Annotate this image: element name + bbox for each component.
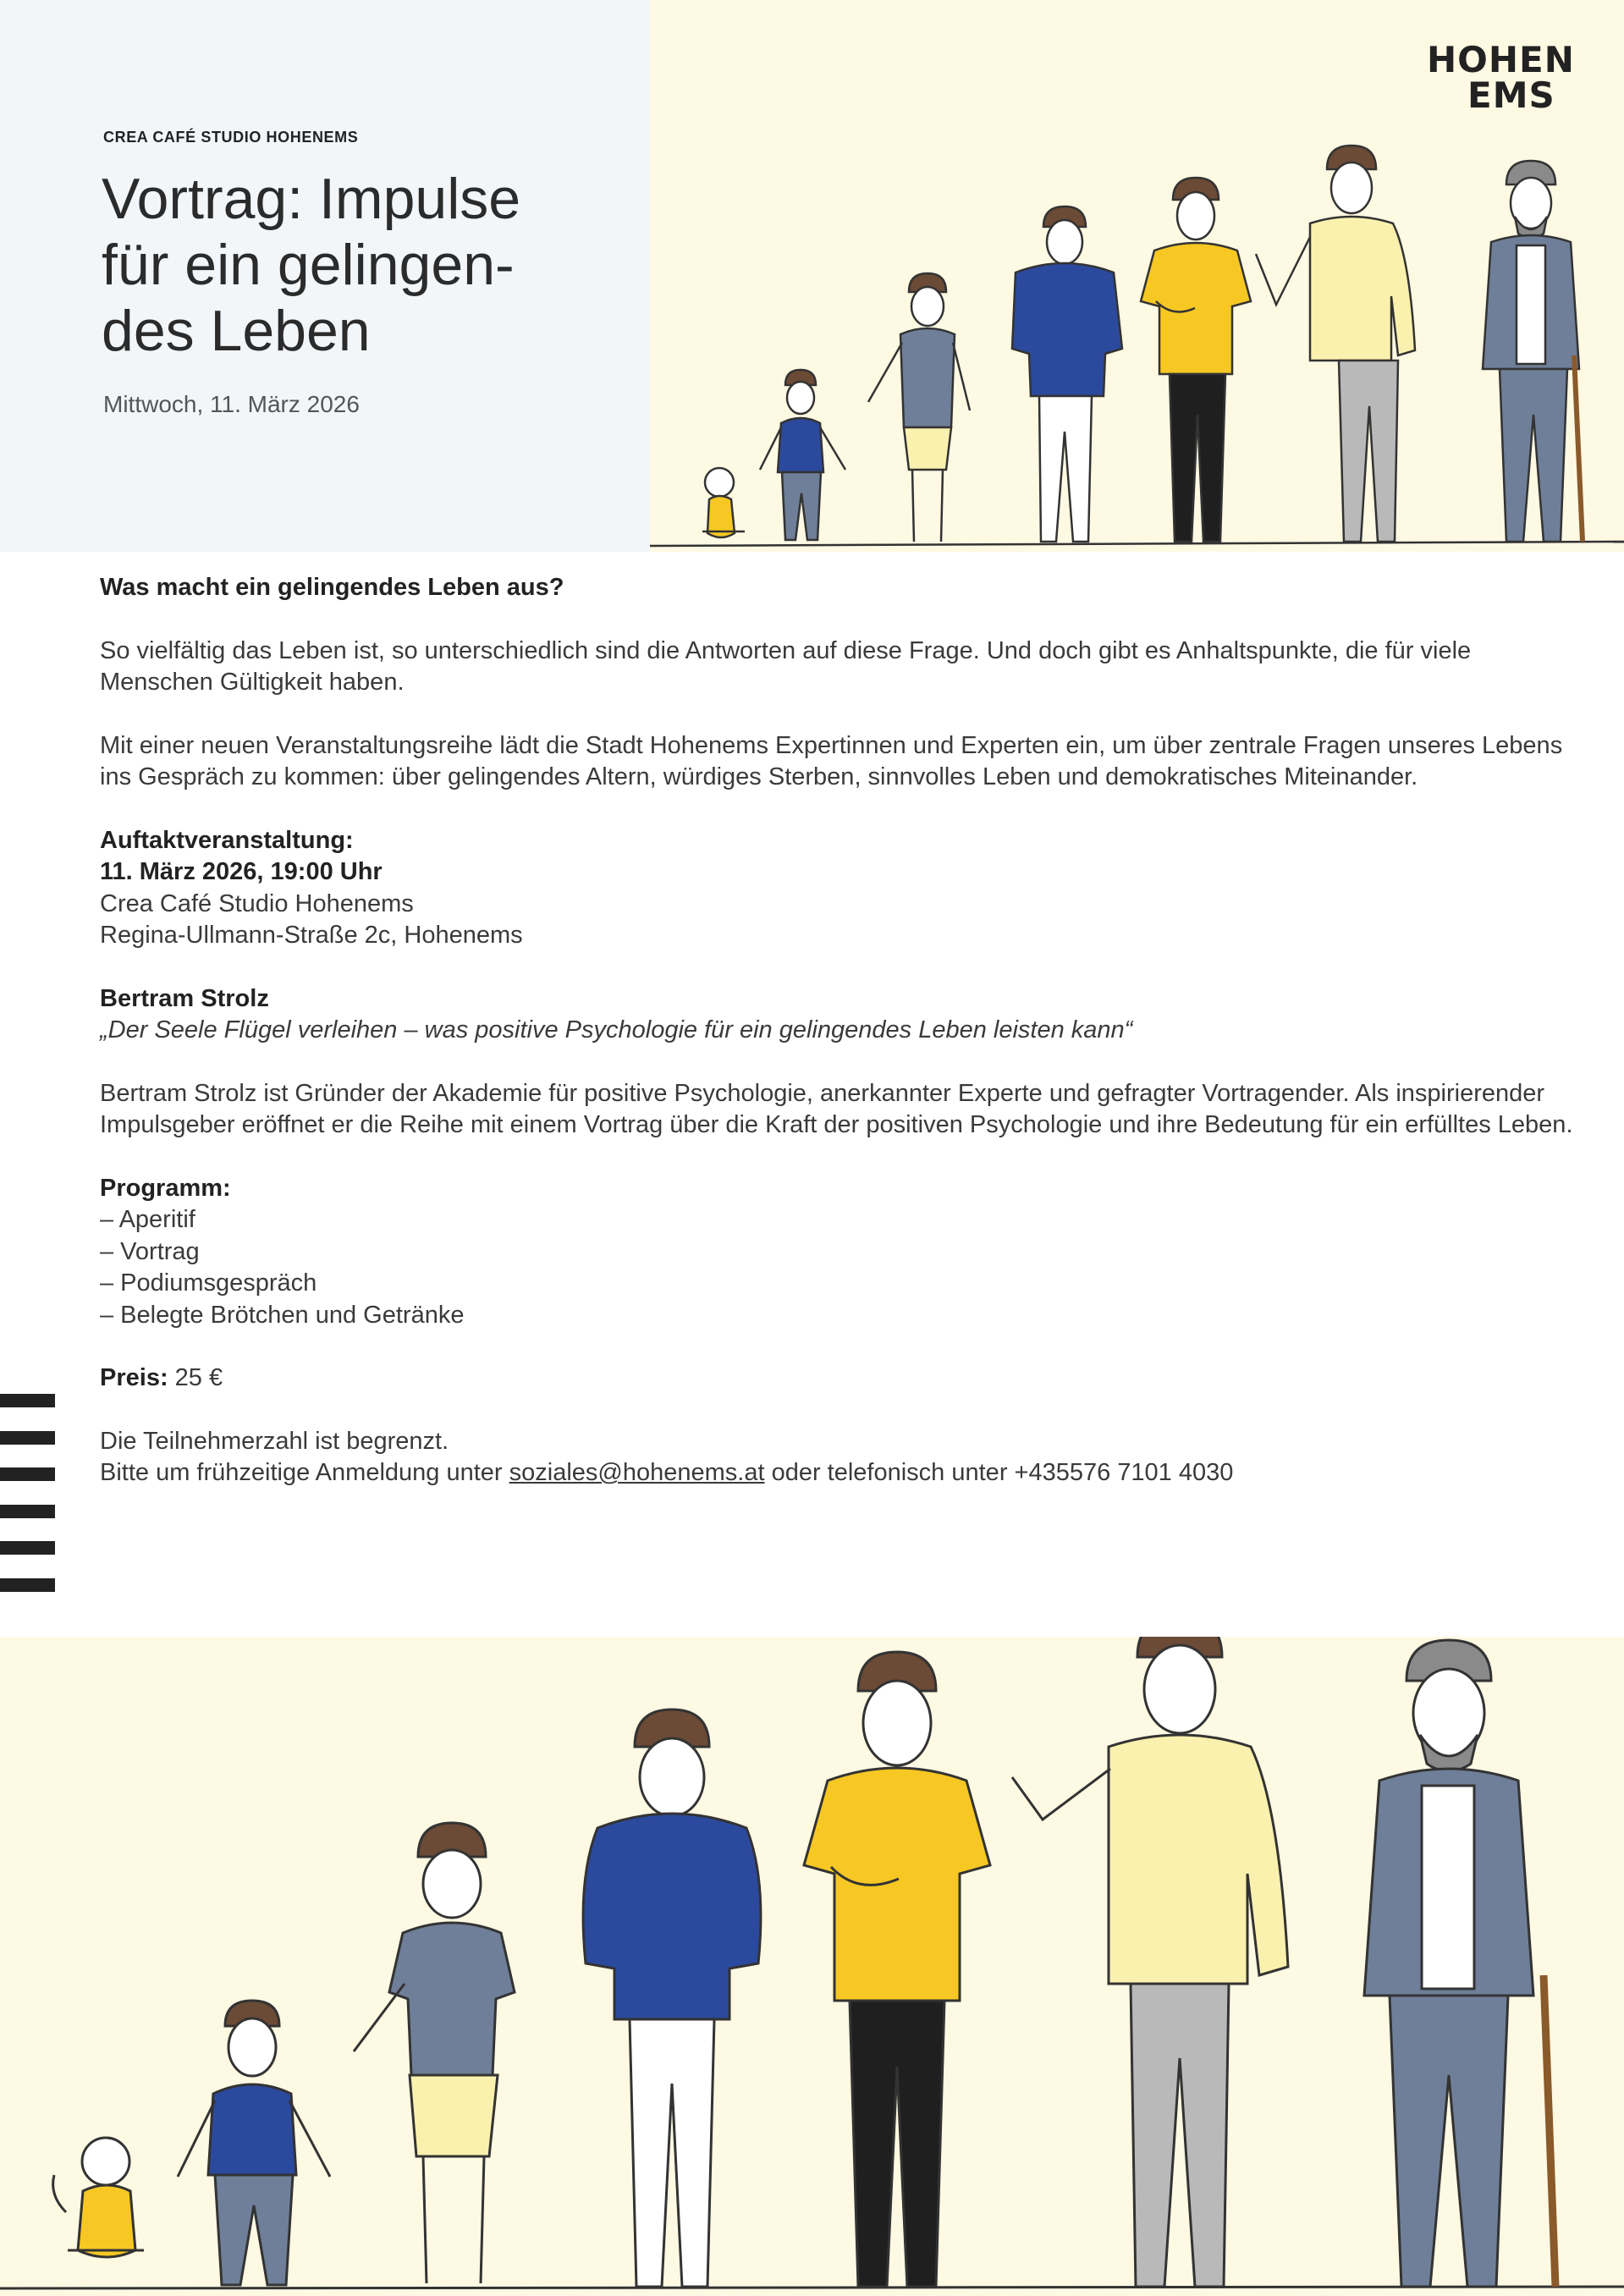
- logo-line-1: HOHEN: [1427, 39, 1575, 80]
- speaker-section: [100, 983, 1581, 1047]
- event-label: Auftaktveranstaltung:: [100, 826, 354, 854]
- figure-teen: [583, 1710, 761, 2287]
- figure-baby: [702, 468, 745, 537]
- logo-line-2: EMS: [1467, 74, 1555, 116]
- footer-illustration: [0, 1637, 1624, 2296]
- side-mark-bar: [0, 1578, 55, 1592]
- figure-adult: [1256, 146, 1415, 542]
- intro-question: Was macht ein gelingendes Leben aus?: [100, 574, 564, 601]
- price-line: [100, 1363, 1581, 1395]
- event-datetime: 11. März 2026, 19:00 Uhr: [100, 858, 383, 885]
- page-title: [102, 166, 575, 364]
- figure-toddler: [178, 2001, 330, 2285]
- event-venue: Crea Café Studio Hohenems: [100, 889, 414, 917]
- figure-toddler: [760, 370, 845, 540]
- title-line: des Leben: [102, 299, 371, 363]
- registration-prefix: Bitte um frühzeitige Anmeldung unter: [100, 1459, 509, 1486]
- registration-suffix: oder telefonisch unter +435576 7101 4030: [764, 1459, 1234, 1486]
- figure-child: [354, 1823, 515, 2283]
- figure-young-adult: [1141, 178, 1251, 542]
- capacity-note: Die Teilnehmerzahl ist begrenzt.: [100, 1427, 449, 1455]
- figure-elder: [1483, 161, 1583, 542]
- program-label: Programm:: [100, 1174, 231, 1202]
- side-mark-bar: [0, 1394, 55, 1407]
- side-mark-bar: [0, 1467, 55, 1481]
- event-date: Mittwoch, 11. März 2026: [103, 391, 360, 417]
- intro-paragraph: So vielfältig das Leben ist, so unterschiedlich sind die Antworten auf diese Frage. Und doch gibt es Anhaltspunkte, die für viele Menschen Gültigkeit haben.: [100, 636, 1472, 696]
- program-item: – Podiumsgespräch: [100, 1269, 317, 1297]
- program-item: – Vortrag: [100, 1237, 200, 1265]
- side-marks: [0, 1394, 55, 1615]
- event-details: [100, 825, 1581, 952]
- ground-line: [0, 2287, 1624, 2288]
- talk-title: „Der Seele Flügel verleihen – was positive Psychologie für ein gelingendes Leben leisten kann“: [100, 1016, 1133, 1043]
- figure-adult: [1012, 1637, 1288, 2287]
- side-mark-bar: [0, 1541, 55, 1555]
- registration-line: [100, 1457, 1581, 1489]
- program-item: – Aperitif: [100, 1206, 195, 1233]
- program-item: – Belegte Brötchen und Getränke: [100, 1301, 465, 1329]
- price-value: 25 €: [168, 1364, 223, 1391]
- figure-child: [868, 273, 970, 542]
- price-label: Preis:: [100, 1364, 168, 1391]
- figure-baby: [53, 2138, 144, 2257]
- side-mark-bar: [0, 1505, 55, 1518]
- main-content: [100, 572, 1581, 1521]
- figure-elder: [1364, 1640, 1555, 2287]
- program-section: [100, 1173, 1581, 1332]
- figure-teen: [1012, 206, 1122, 542]
- title-line: Vortrag: Impulse: [102, 167, 521, 231]
- speaker-name: Bertram Strolz: [100, 984, 269, 1012]
- series-paragraph: Mit einer neuen Veranstaltungsreihe lädt die Stadt Hohenems Expertinnen und Experten ein, um über zentrale Fragen unseres Lebens ins Gespräch zu kommen: über gelingendes Altern, würdiges Sterben, sinnvolles Leben und demokratisches Miteinander.: [100, 731, 1563, 790]
- ground-line: [650, 542, 1624, 546]
- venue-eyebrow: CREA CAFÉ STUDIO HOHENEMS: [103, 129, 359, 146]
- registration-section: [100, 1426, 1581, 1489]
- event-address: Regina-Ullmann-Straße 2c, Hohenems: [100, 922, 523, 949]
- life-stages-illustration-large: [0, 1637, 1624, 2296]
- registration-email-link[interactable]: soziales@hohenems.at: [509, 1459, 765, 1486]
- side-mark-bar: [0, 1431, 55, 1445]
- title-line: für ein gelingen-: [102, 233, 515, 297]
- hohenems-logo: [1427, 39, 1575, 116]
- figure-young-adult: [804, 1652, 990, 2287]
- header-panel: [0, 0, 650, 552]
- speaker-bio: Bertram Strolz ist Gründer der Akademie für positive Psychologie, anerkannter Experte und gefragter Vortragender. Als inspirierender Impulsgeber eröffnet er die Reihe mit einem Vortrag über die Kraft der positiven Psychologie und ihre Bedeutung für ein erfülltes Leben.: [100, 1079, 1573, 1138]
